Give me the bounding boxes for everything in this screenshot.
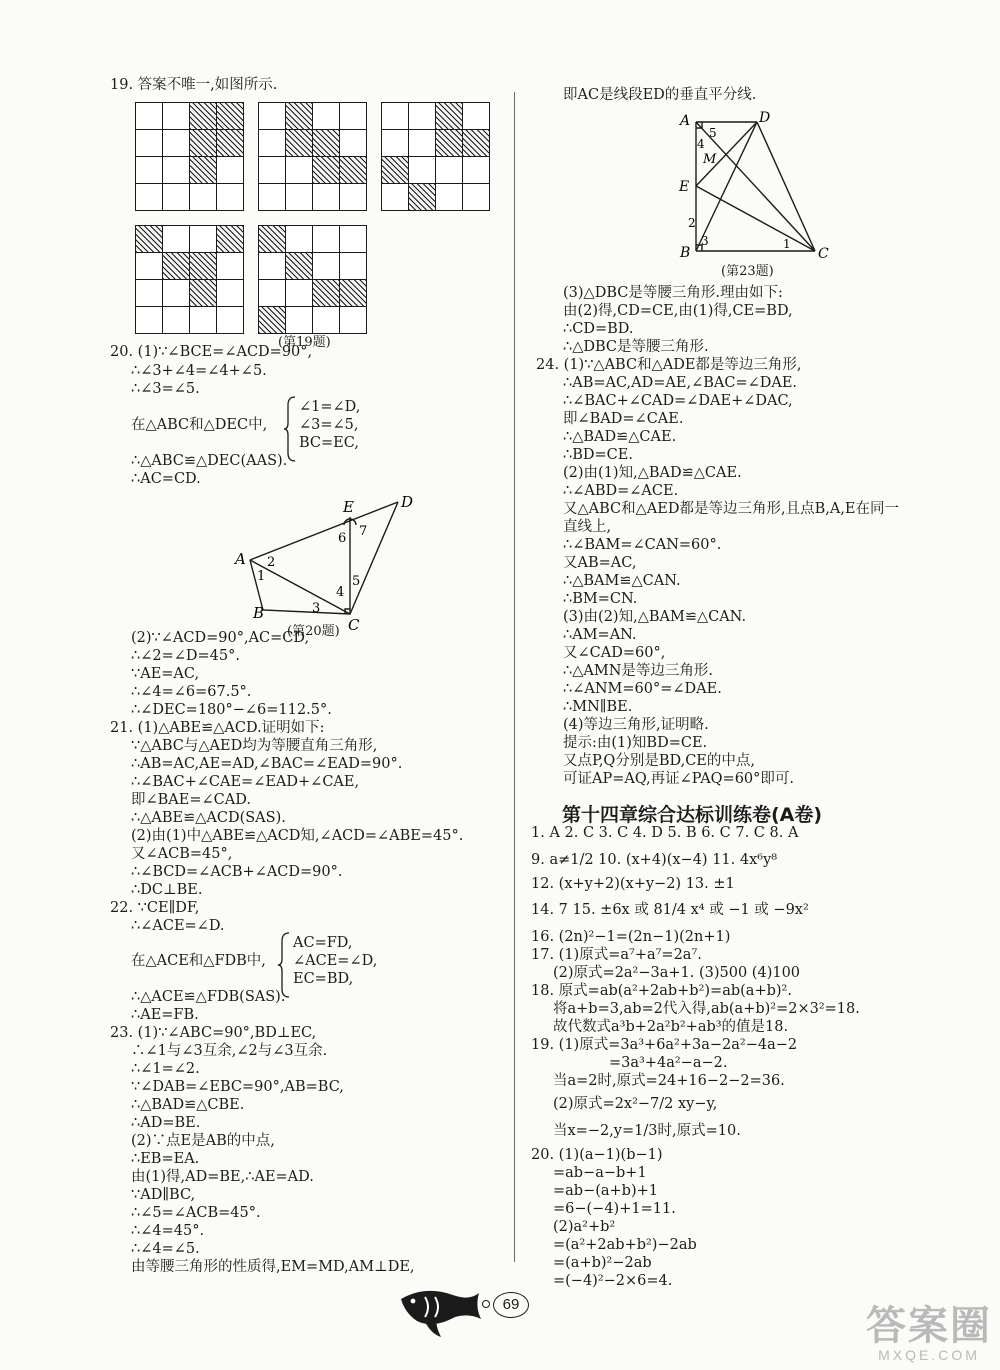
grid-cell xyxy=(162,279,190,307)
text-line: 22. ∵CE∥DF, xyxy=(110,900,200,916)
text-line: 在△ACE和△FDB中, xyxy=(131,953,266,969)
text-line: ∵AE=AC, xyxy=(131,666,200,682)
grid-cell xyxy=(216,183,244,211)
grid-cell xyxy=(162,306,190,334)
text-line: (3)由(2)知,△BAM≌△CAN. xyxy=(563,609,747,625)
text-line: ∴∠ACE=∠D. xyxy=(131,918,225,934)
grid-cell-shaded xyxy=(258,306,286,334)
fish-logo-icon xyxy=(395,1283,485,1339)
text-line: ∴△AMN是等边三角形. xyxy=(563,663,713,679)
watermark xyxy=(866,1305,992,1363)
grid-cell-shaded xyxy=(162,252,190,280)
grid-3 xyxy=(381,102,489,210)
grid-cell xyxy=(258,183,286,211)
text-line: ∴∠BAC+∠CAD=∠DAE+∠DAC, xyxy=(563,393,793,409)
text-line: =(a+b)²−2ab xyxy=(553,1255,652,1271)
grid-cell-shaded xyxy=(435,129,463,157)
text-line: ∴AE=FB. xyxy=(131,1007,199,1023)
text-line: (2)∵点E是AB的中点, xyxy=(131,1133,275,1149)
text-line: ∴DC⊥BE. xyxy=(131,882,203,898)
grid-5 xyxy=(258,225,366,333)
text-line: ∴∠ABD=∠ACE. xyxy=(563,483,679,499)
grid-2 xyxy=(258,102,366,210)
text-line: ∴∠5=∠ACB=45°. xyxy=(131,1205,261,1221)
text-line: 故代数式a³b+2a²b²+ab³的值是18. xyxy=(553,1019,789,1035)
grid-cell-shaded xyxy=(189,252,217,280)
grid-cell-shaded xyxy=(312,279,340,307)
grid-cell xyxy=(189,225,217,253)
fig23-ec xyxy=(696,186,815,251)
fig20-label-b: B xyxy=(253,604,265,622)
grid-cell xyxy=(381,183,409,211)
fig20-label-6: 6 xyxy=(338,531,347,546)
fig23-label-2: 2 xyxy=(688,216,696,230)
text-line: ∴∠1与∠3互余,∠2与∠3互余. xyxy=(131,1043,328,1059)
grid-cell xyxy=(381,129,409,157)
grid-cell xyxy=(258,129,286,157)
watermark-sub: MXQE.COM xyxy=(878,1347,980,1363)
text-line: 可证AP=AQ,再证∠PAQ=60°即可. xyxy=(563,771,795,787)
text-line: ∴AB=AC,AD=AE,∠BAC=∠DAE. xyxy=(563,375,798,391)
grid-cell-shaded xyxy=(189,102,217,130)
grid-cell-shaded xyxy=(435,102,463,130)
text-line: 即AC是线段ED的垂直平分线. xyxy=(563,87,757,103)
grid-cell-shaded xyxy=(285,102,313,130)
grid-cell xyxy=(216,279,244,307)
brace-22 xyxy=(277,931,291,999)
grid-cell xyxy=(285,183,313,211)
text-line: ∴EB=EA. xyxy=(131,1151,200,1167)
text-line: (2)a²+b² xyxy=(553,1219,616,1235)
grid-cell-shaded xyxy=(285,252,313,280)
text-line: ∵△ABC与△AED均为等腰直角三角形, xyxy=(131,738,378,754)
figure-23-diagram xyxy=(675,105,835,265)
grid-cell xyxy=(162,156,190,184)
text-line: 即∠BAD=∠CAE. xyxy=(563,411,684,427)
grid-cell xyxy=(216,156,244,184)
figure-19-caption: (第19题) xyxy=(278,335,331,350)
brace-20 xyxy=(283,395,297,463)
text-line: ∴△BAD≌△CBE. xyxy=(131,1097,245,1113)
grid-cell xyxy=(216,252,244,280)
text-line: ∵∠DAB=∠EBC=90°,AB=BC, xyxy=(131,1079,344,1095)
grid-cell xyxy=(135,156,163,184)
text-line: ∵AD∥BC, xyxy=(131,1187,196,1203)
grid-cell-shaded xyxy=(135,225,163,253)
text-line: ∴BD=CE. xyxy=(563,447,633,463)
text-line: ∴∠2=∠D=45°. xyxy=(131,648,240,664)
grid-cell xyxy=(285,279,313,307)
figure-20-diagram xyxy=(225,490,425,635)
text-line: ∴∠1=∠2. xyxy=(131,1061,200,1077)
grid-cell-shaded xyxy=(189,156,217,184)
text-line: ∴∠3=∠5. xyxy=(131,381,200,397)
text-line: 直线上, xyxy=(563,519,612,535)
grid-cell xyxy=(339,129,367,157)
grid-cell xyxy=(285,306,313,334)
text-line: (2)由(1)中△ABE≌△ACD知,∠ACD=∠ABE=45°. xyxy=(131,828,464,844)
text-line: 9. a≠1/2 10. (x+4)(x−4) 11. 4x⁶y⁸ xyxy=(531,852,778,868)
grid-cell xyxy=(258,279,286,307)
fig23-label-5: 5 xyxy=(709,126,717,140)
fig23-label-b: B xyxy=(680,245,691,261)
fig23-label-m: M xyxy=(703,152,717,167)
grid-cell xyxy=(312,306,340,334)
fig20-label-4: 4 xyxy=(336,585,345,600)
text-line: 19. (1)原式=3a³+6a²+3a−2a²−4a−2 xyxy=(531,1037,798,1053)
text-line: AC=FD, xyxy=(293,935,353,951)
grid-cell-shaded xyxy=(216,102,244,130)
text-line: (4)等边三角形,证明略. xyxy=(563,717,709,733)
text-line: ∴MN∥BE. xyxy=(563,699,633,715)
text-line: 又∠CAD=60°, xyxy=(563,645,666,661)
grid-cell-shaded xyxy=(312,156,340,184)
text-line: ∠ACE=∠D, xyxy=(293,953,378,969)
text-line: ∠3=∠5, xyxy=(299,417,359,433)
grid-cell xyxy=(339,225,367,253)
grid-cell xyxy=(189,306,217,334)
text-line: 由(2)得,CD=CE,由(1)得,CE=BD, xyxy=(563,303,793,319)
text-line: ∴AC=CD. xyxy=(131,471,201,487)
grid-cell-shaded xyxy=(339,279,367,307)
fig23-label-e: E xyxy=(679,179,690,195)
text-line: 17. (1)原式=a⁷+a⁷=2a⁷. xyxy=(531,947,702,963)
grid-cell xyxy=(162,129,190,157)
grid-cell-shaded xyxy=(462,129,490,157)
text-line: 由等腰三角形的性质得,EM=MD,AM⊥DE, xyxy=(131,1259,415,1275)
grid-cell-shaded xyxy=(312,129,340,157)
fig23-bd xyxy=(696,122,757,251)
text-line: =(−4)²−2×6=4. xyxy=(553,1273,673,1289)
fig20-label-d: D xyxy=(401,493,414,511)
grid-cell xyxy=(135,252,163,280)
grid-cell xyxy=(435,183,463,211)
text-line: (3)△DBC是等腰三角形.理由如下: xyxy=(563,285,783,301)
grid-1 xyxy=(135,102,243,210)
text-line: 19. 答案不唯一,如图所示. xyxy=(110,77,278,93)
grid-cell xyxy=(339,102,367,130)
watermark-main: 答案圈 xyxy=(866,1304,992,1348)
fig23-label-1: 1 xyxy=(783,237,791,251)
text-line: 14. 7 15. ±6x 或 81/4 x⁴ 或 −1 或 −9x² xyxy=(531,902,809,918)
grid-cell xyxy=(162,102,190,130)
text-line: 将a+b=3,ab=2代入得,ab(a+b)²=2×3²=18. xyxy=(553,1001,860,1017)
text-line: ∴∠ANM=60°=∠DAE. xyxy=(563,681,722,697)
text-line: 21. (1)△ABE≌△ACD.证明如下: xyxy=(110,720,325,736)
grid-cell xyxy=(339,252,367,280)
text-line: 当x=−2,y=1/3时,原式=10. xyxy=(553,1123,741,1139)
text-line: 23. (1)∵∠ABC=90°,BD⊥EC, xyxy=(110,1025,317,1041)
figure-23-caption: (第23题) xyxy=(721,264,774,279)
fig23-dc xyxy=(757,122,815,251)
text-line: ∴AB=AC,AE=AD,∠BAC=∠EAD=90°. xyxy=(131,756,403,772)
grid-cell xyxy=(258,102,286,130)
grid-cell xyxy=(312,102,340,130)
fig23-label-a: A xyxy=(680,113,691,129)
grid-cell xyxy=(135,183,163,211)
text-line: ∴△ACE≌△FDB(SAS). xyxy=(131,989,286,1005)
text-line: 1. A 2. C 3. C 4. D 5. B 6. C 7. C 8. A xyxy=(531,825,799,841)
grid-cell xyxy=(462,102,490,130)
grid-cell xyxy=(162,183,190,211)
grid-cell xyxy=(258,156,286,184)
text-line: 24. (1)∵△ABC和△ADE都是等边三角形, xyxy=(536,357,802,373)
figure-20-caption: (第20题) xyxy=(287,624,340,639)
grid-cell xyxy=(216,306,244,334)
text-line: ∴△BAM≌△CAN. xyxy=(563,573,681,589)
grid-cell xyxy=(135,129,163,157)
fig20-label-e: E xyxy=(343,498,354,516)
text-line: =ab−a−b+1 xyxy=(553,1165,647,1181)
fig23-ac xyxy=(696,122,815,251)
fig20-label-5: 5 xyxy=(352,574,361,589)
grid-cell-shaded xyxy=(285,129,313,157)
text-line: ∴∠BCD=∠ACB+∠ACD=90°. xyxy=(131,864,343,880)
grid-cell xyxy=(339,306,367,334)
text-line: ∴∠BAC+∠CAE=∠EAD+∠CAE, xyxy=(131,774,360,790)
grid-cell xyxy=(435,156,463,184)
grid-cell xyxy=(312,252,340,280)
text-line: 又点P,Q分别是BD,CE的中点, xyxy=(563,753,755,769)
grid-cell xyxy=(258,252,286,280)
text-line: ∠1=∠D, xyxy=(299,399,361,415)
grid-cell xyxy=(189,183,217,211)
text-line: ∴△ABC≌△DEC(AAS). xyxy=(131,453,288,469)
grid-cell xyxy=(339,183,367,211)
grid-4 xyxy=(135,225,243,333)
grid-cell-shaded xyxy=(381,156,409,184)
text-line: ∴△DBC是等腰三角形. xyxy=(563,339,709,355)
grid-cell-shaded xyxy=(258,225,286,253)
text-line: ∴AM=AN. xyxy=(563,627,637,643)
text-line: ∴BM=CN. xyxy=(563,591,638,607)
grid-cell-shaded xyxy=(408,183,436,211)
grid-cell xyxy=(135,102,163,130)
grid-cell xyxy=(312,225,340,253)
text-line: (2)∵∠ACD=90°,AC=CD, xyxy=(131,630,310,646)
fig20-ad xyxy=(250,502,398,560)
text-line: 20. (1)∵∠BCE=∠ACD=90°, xyxy=(110,344,313,360)
grid-cell-shaded xyxy=(189,279,217,307)
grid-cell xyxy=(408,156,436,184)
column-divider xyxy=(514,92,515,1262)
text-line: 16. (2n)²−1=(2n−1)(2n+1) xyxy=(531,929,731,945)
text-line: 由(1)得,AD=BE,∴AE=AD. xyxy=(131,1169,314,1185)
text-line: ∴△ABE≌△ACD(SAS). xyxy=(131,810,286,826)
text-line: 20. (1)(a−1)(b−1) xyxy=(531,1147,663,1163)
fig23-label-4: 4 xyxy=(697,137,705,151)
grid-cell-shaded xyxy=(216,129,244,157)
text-line: ∴∠DEC=180°−∠6=112.5°. xyxy=(131,702,332,718)
fig23-label-c: C xyxy=(818,246,829,262)
grid-cell-shaded xyxy=(216,225,244,253)
text-line: BC=EC, xyxy=(299,435,359,451)
grid-cell xyxy=(285,156,313,184)
grid-cell xyxy=(312,183,340,211)
grid-cell xyxy=(381,102,409,130)
fig23-label-d: D xyxy=(759,110,771,126)
text-line: (2)由(1)知,△BAD≌△CAE. xyxy=(563,465,742,481)
fig20-label-2: 2 xyxy=(267,555,276,570)
grid-cell xyxy=(135,279,163,307)
text-line: ∴∠4=45°. xyxy=(131,1223,205,1239)
text-line: =6−(−4)+1=11. xyxy=(553,1201,676,1217)
text-line: 当a=2时,原式=24+16−2−2=36. xyxy=(553,1073,785,1089)
text-line: 又AB=AC, xyxy=(563,555,637,571)
grid-cell xyxy=(408,129,436,157)
grid-cell xyxy=(408,102,436,130)
text-line: ∴CD=BD. xyxy=(563,321,634,337)
grid-cell xyxy=(462,156,490,184)
grid-cell xyxy=(162,225,190,253)
text-line: 12. (x+y+2)(x+y−2) 13. ±1 xyxy=(531,876,735,892)
fig20-label-7: 7 xyxy=(359,524,368,539)
text-line: 提示:由(1)知BD=CE. xyxy=(563,735,708,751)
fig20-label-3: 3 xyxy=(312,601,321,616)
text-line: EC=BD, xyxy=(293,971,354,987)
text-line: 18. 原式=ab(a²+2ab+b²)=ab(a+b)². xyxy=(531,983,792,999)
text-line: ∴AD=BE. xyxy=(131,1115,201,1131)
grid-cell xyxy=(462,183,490,211)
grid-cell-shaded xyxy=(189,129,217,157)
grid-cell xyxy=(285,225,313,253)
page-number: 69 xyxy=(493,1292,529,1318)
text-line: =ab−(a+b)+1 xyxy=(553,1183,658,1199)
fig20-label-c: C xyxy=(348,616,360,634)
text-line: (2)原式=2x²−7/2 xy−y, xyxy=(553,1096,718,1112)
text-line: =(a²+2ab+b²)−2ab xyxy=(553,1237,697,1253)
fig23-label-3: 3 xyxy=(701,234,709,248)
text-line: ∴△BAD≌△CAE. xyxy=(563,429,677,445)
text-line: ∴∠3+∠4=∠4+∠5. xyxy=(131,363,267,379)
text-line: 又△ABC和△AED都是等边三角形,且点B,A,E在同一 xyxy=(563,501,900,517)
grid-cell-shaded xyxy=(339,156,367,184)
text-line: 又∠ACB=45°, xyxy=(131,846,233,862)
text-line: ∴∠4=∠5. xyxy=(131,1241,200,1257)
fig20-label-1: 1 xyxy=(257,569,266,584)
text-line: 即∠BAE=∠CAD. xyxy=(131,792,251,808)
fig20-label-a: A xyxy=(235,550,246,568)
section-title: 第十四章综合达标训练卷(A卷) xyxy=(562,804,823,826)
grid-cell xyxy=(135,306,163,334)
text-line: =3a³+4a²−a−2. xyxy=(609,1055,728,1071)
page-dot xyxy=(482,1300,490,1308)
text-line: 在△ABC和△DEC中, xyxy=(131,417,268,433)
text-line: ∴∠4=∠6=67.5°. xyxy=(131,684,252,700)
text-line: ∴∠BAM=∠CAN=60°. xyxy=(563,537,722,553)
text-line: (2)原式=2a²−3a+1. (3)500 (4)100 xyxy=(553,965,801,981)
